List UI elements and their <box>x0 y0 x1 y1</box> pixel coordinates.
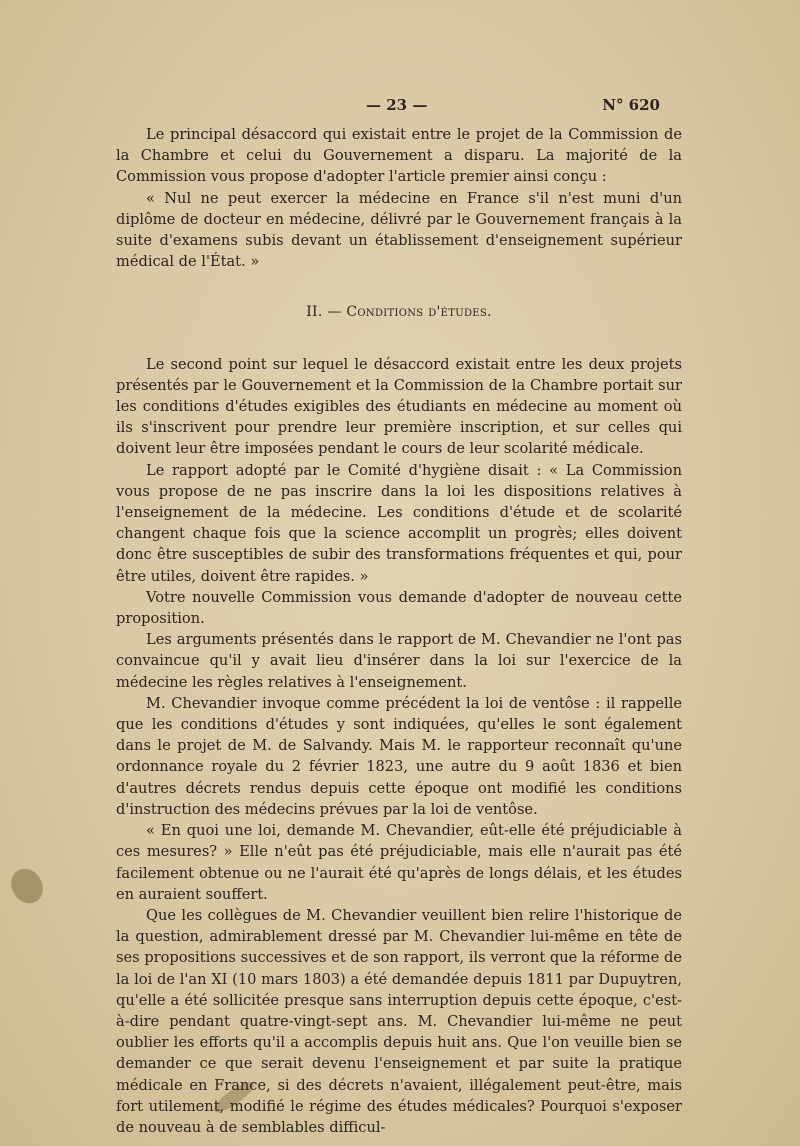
paragraph: Votre nouvelle Commission vous demande d'adopter de nouveau cette proposition. <box>116 588 682 628</box>
page-header <box>116 96 660 120</box>
document-number: N° 620 <box>602 96 660 114</box>
paragraph: Les arguments présentés dans le rapport de M. Chevandier ne l'ont pas convaincue qu'il y avait lieu d'insérer dans la loi sur l'exercice de la médecine les règles relatives à l'enseignement. <box>116 631 682 691</box>
paragraph: M. Chevandier invoque comme précédent la loi de ventôse : il rappelle que les conditions d'études y sont indiquées, qu'elles le sont également dans le projet de M. de Salvandy. Mais M. le rapporteur reconnaît qu'une ordonnance royale du 2 février 1823, une autre du 9 août 1836 et bien d'autres décrets rendus depuis cette époque ont modifié les conditions d'instruction des médecins prévues par la loi de ventôse. <box>116 694 682 818</box>
section-title: II. — Conditions d'études. <box>306 304 492 321</box>
ink-stain <box>5 863 49 909</box>
paragraph: « Nul ne peut exercer la médecine en France s'il n'est muni d'un diplôme de docteur en médecine, délivré par le Gouvernement français à la suite d'examens subis devant un établissement d'enseignement supérieur médical de l'État. » <box>116 189 682 271</box>
body-text <box>116 124 682 1138</box>
paragraph: Le principal désaccord qui existait entre le projet de la Commission de la Chambre et celui du Gouvernement a disparu. La majorité de la Commission vous propose d'adopter l'article premier ainsi conçu : <box>116 126 682 186</box>
paragraph: Que les collègues de M. Chevandier veuillent bien relire l'historique de la question, admirablement dressé par M. Chevandier lui-même en tête de ses propositions successives et de son rapport, ils verront que la réforme de la loi de l'an XI (10 mars 1803) a été demandée depuis 1811 par Dupuytren, qu'elle a été sollicitée presque sans interruption depuis cette époque, c'est-à-dire pendant quatre-vingt-sept ans. M. Chevandier lui-même ne peut oublier les efforts qu'il a accomplis depuis huit ans. Que l'on veuille bien se demander ce que serait devenu l'enseignement et par suite la pratique médicale en France, si des décrets n'avaient, illégalement peut-être, mais fort utilement, modifié le régime des études médicales? Pourquoi s'exposer de nouveau à de semblables difficul- <box>116 906 682 1136</box>
paragraph: Le rapport adopté par le Comité d'hygiène disait : « La Commission vous propose de ne pas inscrire dans la loi les dispositions relatives à l'enseignement de la médecine. Les conditions d'étude et de scolarité changent chaque fois que la science accomplit un progrès; elles doivent donc être susceptibles de subir des transformations fréquentes et qui, pour être utiles, doivent être rapides. » <box>116 461 682 585</box>
page-number: — 23 — <box>366 96 428 114</box>
paragraph: « En quoi une loi, demande M. Chevandier, eût-elle été préjudiciable à ces mesures? » Elle n'eût pas été préjudiciable, mais elle n'aurait pas été facilement obtenue ou ne l'aurait été qu'après de longs délais, et les études en auraient souffert. <box>116 822 682 903</box>
paragraph: Le second point sur lequel le désaccord existait entre les deux projets présentés par le Gouvernement et la Commission de la Chambre portait sur les conditions d'études exigibles des étudiants en médecine au moment où ils s'inscrivent pour prendre leur première inscription, et sur celles qui doivent leur être imposées pendant le cours de leur scolarité médicale. <box>116 355 682 458</box>
